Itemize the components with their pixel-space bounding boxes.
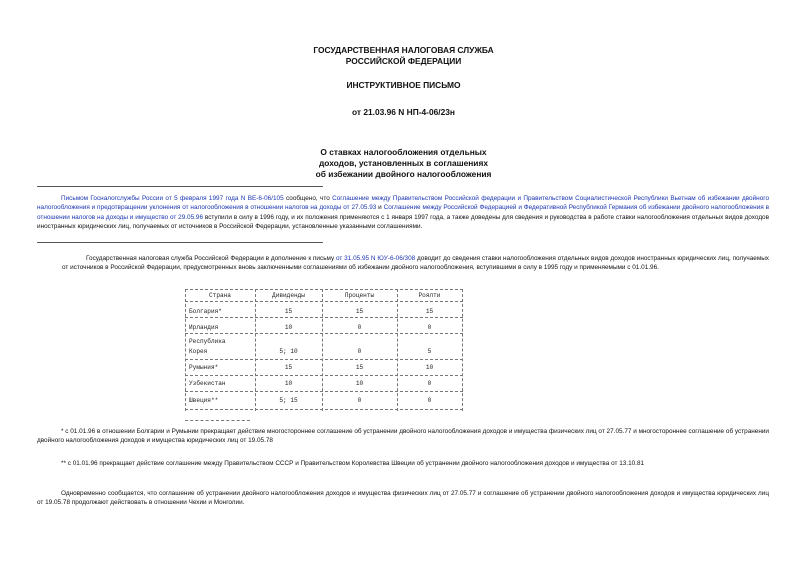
cell-royalty: 15 <box>425 308 434 315</box>
main-text1: Государственная налоговая служба Российской Федерации в дополнение к письму <box>86 255 337 262</box>
link-agreement-germany[interactable]: Соглашение между Российской Федерацией и Федеративной Республикой Германия об избежании двойного налогообложения в отношении налогов на доходы и имущество от 29.05.96 <box>37 204 769 221</box>
cell-royalty: 5 <box>427 348 432 355</box>
agency-title-line2: РОССИЙСКОЙ ФЕДЕРАЦИИ <box>345 56 462 66</box>
cell-country: Болгария* <box>189 308 222 315</box>
cell-interest: 0 <box>357 324 362 331</box>
cell-interest: 10 <box>355 380 364 387</box>
col-header-royalty: Роялти <box>418 292 441 299</box>
divider-top <box>37 186 323 187</box>
cell-royalty: 0 <box>427 397 432 404</box>
subject-line1: О ставках налогообложения отдельных <box>320 147 487 157</box>
cell-country: Румыния* <box>189 364 219 371</box>
col-header-country: Страна <box>209 292 231 299</box>
cell-interest: 0 <box>357 397 362 404</box>
footnote-2: ** с 01.01.96 прекращает действие соглашение между Правительством СССР и Правительством Королевства Швеции об устранении двойного налогообложения доходов и имущества от 13.10.81 <box>61 460 645 467</box>
cell-dividends: 5; 15 <box>279 397 298 404</box>
main-paragraph <box>62 254 769 273</box>
editorial-text3: вступили в силу в 1996 году, и их положения применяются с 1 января 1997 года, а также доведены для сведения и руководства в работе ставки налогообложения отдельных видов доходов иностранных юридических лиц, получаемых от источников в Российской Федерации, установленные указанными соглашениями. <box>37 213 769 230</box>
footnote-separator <box>185 420 250 421</box>
subject-line2: доходов, установленных в соглашениях <box>318 158 488 168</box>
footnote-1: * с 01.01.96 в отношении Болгарии и Румынии прекращает действие многостороннее соглашение об устранении двойного налогообложения доходов и имущества физических лиц от 27.05.77 и многостороннее соглашение об устранении двойного налогообложения доходов и имущества юридических лиц от 19.05.78 <box>37 428 769 445</box>
cell-dividends: 10 <box>284 324 293 331</box>
cell-interest: 0 <box>357 348 362 355</box>
cell-royalty: 10 <box>425 364 434 371</box>
editorial-text2: и <box>376 204 384 212</box>
cell-country: Швеция** <box>189 397 219 404</box>
cell-country: Республика <box>189 338 226 345</box>
closing-paragraph: Одновременно сообщается, что соглашение об устранении двойного налогообложения доходов и имущества физических лиц от 27.05.77 и соглашение об устранении двойного налогообложения доходов и имущества юридических лиц от 19.05.78 продолжают действовать в отношении Чехии и Монголии. <box>37 490 769 507</box>
link-agreement-vietnam[interactable]: Соглашение между Правительством Российской федерации и Правительством Социалистической Республики Вьетнам об избежании двойного налогообложения и предотвращении уклонения от налогообложения в отношении налогов на доходы от 27.05.93 <box>37 195 769 212</box>
divider-bottom <box>37 242 323 243</box>
cell-royalty: 0 <box>427 324 432 331</box>
main-text2: доводит до сведения ставки налогообложения отдельных видов доходов иностранных юридических лиц, получаемых от источников в Российской Федерации, предусмотренных вновь заключенными соглашениями об избежании двойного налогообложения, вступившими в силу в 1995 году и применяемыми с 01.01.96. <box>62 255 770 272</box>
cell-country-line2: Корея <box>189 348 208 355</box>
document-number: от 21.03.96 N НП-4-06/23н <box>352 107 455 117</box>
editorial-text1: сообщено, что <box>283 195 333 202</box>
link-letter-ve-6-06-105[interactable]: Письмом Госналогслужбы России от 5 февраля 1997 года N ВЕ-6-06/105 <box>61 195 284 202</box>
cell-dividends: 5; 10 <box>279 348 298 355</box>
cell-dividends: 10 <box>284 380 293 387</box>
col-header-dividends: Дивиденды <box>272 292 305 299</box>
col-header-interest: Проценты <box>344 292 375 299</box>
document-type: ИНСТРУКТИВНОЕ ПИСЬМО <box>346 80 461 90</box>
subject-line3: об избежании двойного налогообложения <box>315 169 492 179</box>
cell-royalty: 0 <box>427 380 432 387</box>
link-letter-yuu-6-06-308[interactable]: от 31.05.95 N ЮУ-6-06/308 <box>336 255 416 262</box>
tax-rates-table <box>185 289 463 411</box>
agency-title-line1: ГОСУДАРСТВЕННАЯ НАЛОГОВАЯ СЛУЖБА <box>313 45 494 55</box>
cell-country: Узбекистан <box>189 380 226 387</box>
cell-country: Ирландия <box>189 324 219 331</box>
editorial-note <box>37 194 769 231</box>
cell-interest: 15 <box>355 364 364 371</box>
cell-dividends: 15 <box>284 308 293 315</box>
cell-dividends: 15 <box>284 364 293 371</box>
cell-interest: 15 <box>355 308 364 315</box>
